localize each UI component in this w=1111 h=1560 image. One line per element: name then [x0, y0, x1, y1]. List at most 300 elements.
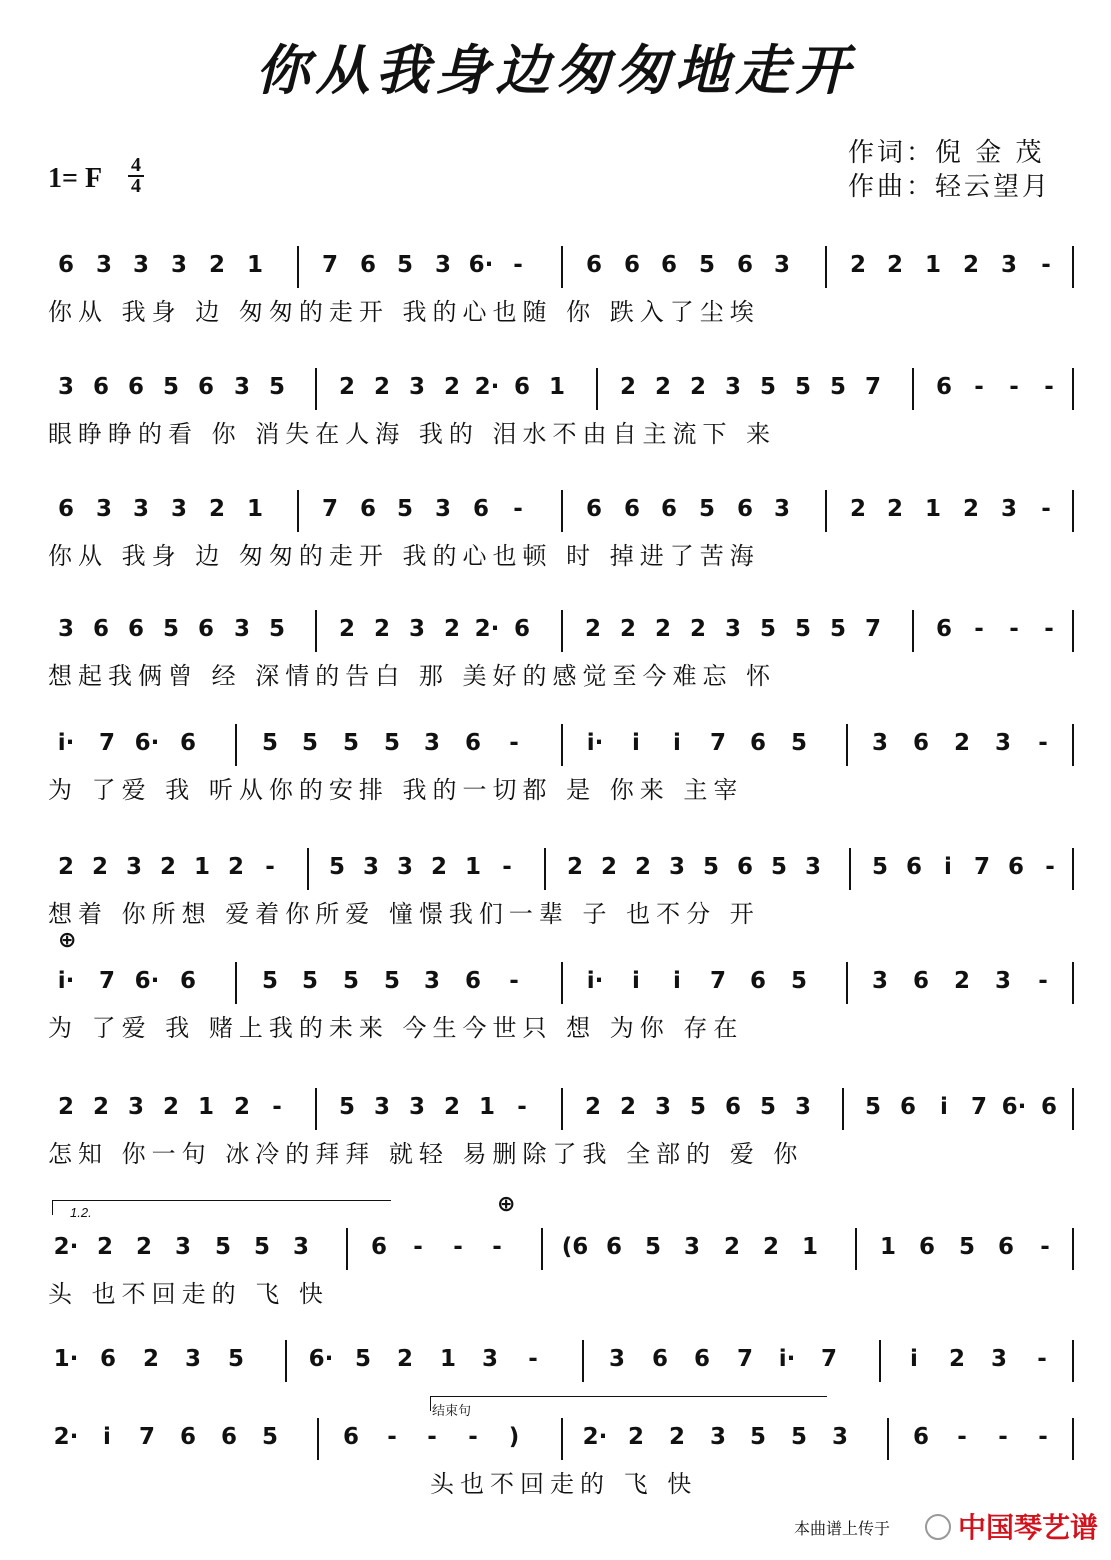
note: 3 [396, 854, 413, 880]
bar-line [1072, 962, 1074, 1004]
bar-line [317, 1418, 319, 1460]
bar-line [561, 1418, 563, 1460]
note: - [1041, 496, 1051, 522]
note: 2· [582, 1424, 608, 1450]
note: 2 [953, 730, 970, 756]
note: 3 [871, 730, 888, 756]
note: i [944, 854, 952, 880]
note: 1 [246, 496, 263, 522]
note: 5 [790, 1424, 807, 1450]
note: 6 [905, 854, 922, 880]
time-signature [128, 154, 144, 197]
note: 2 [208, 496, 225, 522]
note: 3 [871, 968, 888, 994]
note: i· [586, 730, 604, 756]
song-title: 你从我身边匆匆地走开 [255, 38, 856, 102]
ending-bracket [430, 1396, 827, 1411]
note: 6 [736, 252, 753, 278]
note: 5 [338, 1094, 355, 1120]
bar-line [912, 368, 914, 410]
brand-name: 中国琴艺谱 [958, 1511, 1099, 1544]
lyrics-line: 你从 我身 边 匆匆的走开 我的心也顿 时 掉进了苦海 [48, 542, 760, 570]
note: 1 [924, 252, 941, 278]
bar-line [879, 1340, 881, 1382]
bar-line [887, 1418, 889, 1460]
note: 2· [53, 1424, 79, 1450]
note: i [632, 968, 640, 994]
notes-line [0, 1082, 1111, 1142]
note: 5 [829, 616, 846, 642]
bar-line [825, 246, 827, 288]
note: 5 [871, 854, 888, 880]
note: 2· [53, 1234, 79, 1260]
note: 2 [396, 1346, 413, 1372]
note: 5 [759, 1094, 776, 1120]
note: 5 [829, 374, 846, 400]
note: 3 [408, 616, 425, 642]
note: 6 [749, 730, 766, 756]
note: 2 [634, 854, 651, 880]
note: - [413, 1234, 423, 1260]
note: 2 [654, 374, 671, 400]
note: i [673, 968, 681, 994]
bar-line [561, 610, 563, 652]
note: 3 [132, 496, 149, 522]
note: 1 [464, 854, 481, 880]
lyrics-line: 眼睁睁的看 你 消失在人海 我的 泪水不由自主流下 来 [48, 420, 777, 448]
note: 2 [443, 1094, 460, 1120]
note: 6 [127, 374, 144, 400]
bar-line [596, 368, 598, 410]
ending-label: 结束句 [432, 1403, 472, 1418]
bar-line [1072, 724, 1074, 766]
note: 2 [430, 854, 447, 880]
bar-line [544, 848, 546, 890]
bar-line [846, 724, 848, 766]
key-signature: 1= F [48, 163, 103, 194]
note: 7 [973, 854, 990, 880]
note: - [957, 1424, 967, 1450]
volta-label: 1.2. [70, 1205, 92, 1220]
bar-line [561, 1088, 563, 1130]
note: 1 [478, 1094, 495, 1120]
bar-line [315, 1088, 317, 1130]
note: 6 [997, 1234, 1014, 1260]
note: 5 [253, 1234, 270, 1260]
note: 6 [912, 730, 929, 756]
note: 6 [912, 1424, 929, 1450]
bar-line [307, 848, 309, 890]
note: 6 [513, 616, 530, 642]
note: 6 [99, 1346, 116, 1372]
note: 1 [879, 1234, 896, 1260]
note: - [998, 1424, 1008, 1450]
note: 2 [584, 1094, 601, 1120]
note: 6 [899, 1094, 916, 1120]
note: 7 [138, 1424, 155, 1450]
bar-line [561, 962, 563, 1004]
note: 3 [608, 1346, 625, 1372]
lyrics-line: 怎知 你一句 冰冷的拜拜 就轻 易删除了我 全部的 爱 你 [48, 1140, 804, 1168]
bar-line [846, 962, 848, 1004]
bar-line [541, 1228, 543, 1270]
note: 2· [474, 374, 500, 400]
note: 5 [162, 374, 179, 400]
note: 6 [736, 496, 753, 522]
note: - [517, 1094, 527, 1120]
note: 6 [623, 252, 640, 278]
note: - [513, 252, 523, 278]
note: 2 [566, 854, 583, 880]
note: i· [57, 968, 75, 994]
note: 2 [962, 252, 979, 278]
note: 3 [481, 1346, 498, 1372]
note: 6· [1001, 1094, 1027, 1120]
note: 7 [820, 1346, 837, 1372]
note: 2 [689, 374, 706, 400]
note: - [468, 1424, 478, 1450]
bar-line [561, 490, 563, 532]
note: 3 [724, 374, 741, 400]
note: 6 [935, 616, 952, 642]
lyrics-line: 头 也不回走的 飞 快 [48, 1280, 329, 1308]
note: 6 [1007, 854, 1024, 880]
note: 6· [468, 252, 494, 278]
note: 2 [886, 496, 903, 522]
note: ) [508, 1424, 520, 1450]
note: 6 [92, 374, 109, 400]
note: 2 [962, 496, 979, 522]
bar-line [912, 610, 914, 652]
note: 7 [98, 968, 115, 994]
note: 6 [464, 968, 481, 994]
coda-sign-1: ⊕ [58, 928, 77, 953]
note: - [1038, 730, 1048, 756]
notes-line [0, 1222, 1111, 1282]
note: 5 [328, 854, 345, 880]
note: 6 [660, 252, 677, 278]
note: 6 [92, 616, 109, 642]
note: 5 [261, 968, 278, 994]
note: - [502, 854, 512, 880]
note: 5 [790, 730, 807, 756]
bar-line [825, 490, 827, 532]
note: - [1045, 854, 1055, 880]
bar-line [1072, 1088, 1074, 1130]
note: 6 [935, 374, 952, 400]
lyrics-line: 想起我俩曾 经 深情的告白 那 美好的感觉至今难忘 怀 [48, 662, 777, 690]
note: 3 [423, 730, 440, 756]
bar-line [849, 848, 851, 890]
note: - [1044, 616, 1054, 642]
notes-line [0, 484, 1111, 544]
note: 3 [170, 496, 187, 522]
note: 2 [443, 374, 460, 400]
note: 5 [396, 252, 413, 278]
note: 3 [125, 854, 142, 880]
bar-line [1072, 848, 1074, 890]
note: 2 [668, 1424, 685, 1450]
note: 6 [57, 252, 74, 278]
lyrics-line: 为 了爱 我 听从你的安排 我的一切都 是 你来 主宰 [48, 776, 744, 804]
note: 6· [134, 968, 160, 994]
note: 3 [709, 1424, 726, 1450]
bar-line [561, 246, 563, 288]
note: 3 [773, 496, 790, 522]
note: 3 [423, 968, 440, 994]
note: 5 [698, 496, 715, 522]
note: 5 [794, 616, 811, 642]
note: 6 [197, 616, 214, 642]
note: 3 [132, 252, 149, 278]
note: 5 [268, 616, 285, 642]
note: - [509, 730, 519, 756]
note: 2 [162, 1094, 179, 1120]
note: 1 [246, 252, 263, 278]
note: 1 [801, 1234, 818, 1260]
note: 2 [159, 854, 176, 880]
note: 6 [464, 730, 481, 756]
note: 2 [57, 854, 74, 880]
note: 3 [170, 252, 187, 278]
note: 2 [208, 252, 225, 278]
note: 6 [472, 496, 489, 522]
bar-line [297, 246, 299, 288]
note: 7 [321, 496, 338, 522]
note: 6 [370, 1234, 387, 1260]
note: 5 [698, 252, 715, 278]
note: 3 [233, 616, 250, 642]
bar-line [561, 724, 563, 766]
bar-line [1072, 490, 1074, 532]
note: 6 [57, 496, 74, 522]
time-signature-bottom: 4 [131, 175, 141, 197]
note: 2 [373, 374, 390, 400]
note: 2 [96, 1234, 113, 1260]
note: 2 [91, 854, 108, 880]
lyricist: 作词：倪 金 茂 [848, 138, 1045, 168]
note: 3 [95, 496, 112, 522]
bar-line [315, 368, 317, 410]
note: 3 [174, 1234, 191, 1260]
note: 6 [585, 252, 602, 278]
note: 2 [762, 1234, 779, 1260]
note: - [513, 496, 523, 522]
note: 6 [179, 730, 196, 756]
coda-sign-2: ⊕ [497, 1192, 516, 1217]
bar-line [315, 610, 317, 652]
bar-line [235, 724, 237, 766]
note: i [940, 1094, 948, 1120]
bar-line [582, 1340, 584, 1382]
note: 3 [683, 1234, 700, 1260]
note: 7 [98, 730, 115, 756]
note: 2 [627, 1424, 644, 1450]
note: 3 [408, 374, 425, 400]
note: 2 [619, 616, 636, 642]
note: 2· [474, 616, 500, 642]
note: 2 [619, 374, 636, 400]
note: 5 [958, 1234, 975, 1260]
note: 2 [948, 1346, 965, 1372]
brand-logo-icon [925, 1514, 951, 1540]
note: i· [57, 730, 75, 756]
note: - [974, 616, 984, 642]
note: 3 [95, 252, 112, 278]
note: 6 [605, 1234, 622, 1260]
note: 3 [434, 496, 451, 522]
bar-line [235, 962, 237, 1004]
note: 3 [804, 854, 821, 880]
note: 2 [142, 1346, 159, 1372]
credits [848, 136, 1051, 204]
note: i [910, 1346, 918, 1372]
note: i· [778, 1346, 796, 1372]
note: 5 [383, 968, 400, 994]
footer-uploaded: 本曲谱上传于 [794, 1521, 891, 1538]
note: 6 [179, 968, 196, 994]
note: 3 [994, 730, 1011, 756]
lyrics-line: 头也不回走的 飞 快 [430, 1470, 698, 1498]
note: 3 [233, 374, 250, 400]
note: - [1037, 1346, 1047, 1372]
note: 3 [794, 1094, 811, 1120]
note: 5 [794, 374, 811, 400]
note: 2 [92, 1094, 109, 1120]
note: 7 [864, 616, 881, 642]
note: 5 [749, 1424, 766, 1450]
note: - [1040, 1234, 1050, 1260]
bar-line [1072, 1340, 1074, 1382]
note: 5 [342, 730, 359, 756]
note: 6 [513, 374, 530, 400]
notes-line [0, 956, 1111, 1016]
note: 6 [342, 1424, 359, 1450]
note: - [265, 854, 275, 880]
note: 3 [994, 968, 1011, 994]
note: 1 [924, 496, 941, 522]
note: i· [586, 968, 604, 994]
note: 2 [584, 616, 601, 642]
note: 2 [600, 854, 617, 880]
time-signature-top: 4 [131, 154, 141, 176]
note: 1 [193, 854, 210, 880]
note: 2 [233, 1094, 250, 1120]
note: 5 [644, 1234, 661, 1260]
note: i [103, 1424, 111, 1450]
lyrics-line: 你从 我身 边 匆匆的走开 我的心也随 你 跌入了尘埃 [48, 298, 760, 326]
note: - [1041, 252, 1051, 278]
note: - [387, 1424, 397, 1450]
note: 5 [214, 1234, 231, 1260]
bar-line [1072, 1418, 1074, 1460]
bar-line [1072, 1228, 1074, 1270]
note: 6· [134, 730, 160, 756]
note: 3 [127, 1094, 144, 1120]
note: 6 [736, 854, 753, 880]
note: 5 [702, 854, 719, 880]
note: 7 [864, 374, 881, 400]
note: 3 [1000, 252, 1017, 278]
note: 2 [227, 854, 244, 880]
note: 6 [724, 1094, 741, 1120]
note: 1 [197, 1094, 214, 1120]
bar-line [855, 1228, 857, 1270]
note: 3 [362, 854, 379, 880]
note: i [632, 730, 640, 756]
note: 2 [689, 616, 706, 642]
note: 6· [308, 1346, 334, 1372]
note: 7 [970, 1094, 987, 1120]
volta-bracket [52, 1200, 391, 1215]
note: 5 [383, 730, 400, 756]
note: 6 [693, 1346, 710, 1372]
note: 3 [1000, 496, 1017, 522]
note: 3 [990, 1346, 1007, 1372]
note: 3 [373, 1094, 390, 1120]
lyrics-line: 为 了爱 我 赌上我的未来 今生今世只 想 为你 存在 [48, 1014, 744, 1042]
note: 3 [184, 1346, 201, 1372]
note: 2 [338, 374, 355, 400]
bar-line [842, 1088, 844, 1130]
note: 5 [354, 1346, 371, 1372]
note: 3 [668, 854, 685, 880]
note: - [453, 1234, 463, 1260]
note: 5 [759, 374, 776, 400]
note: 7 [709, 968, 726, 994]
note: 3 [408, 1094, 425, 1120]
notes-line [0, 842, 1111, 902]
note: 3 [773, 252, 790, 278]
bar-line [346, 1228, 348, 1270]
note: 5 [268, 374, 285, 400]
note: 7 [736, 1346, 753, 1372]
notes-line [0, 240, 1111, 300]
note: 3 [57, 616, 74, 642]
notes-line [0, 1412, 1111, 1472]
note: 5 [261, 730, 278, 756]
note: 6 [749, 968, 766, 994]
note: 5 [301, 968, 318, 994]
note: - [1009, 374, 1019, 400]
note: 3 [654, 1094, 671, 1120]
note: 6 [623, 496, 640, 522]
note: 2 [849, 496, 866, 522]
note: - [509, 968, 519, 994]
note: - [1038, 968, 1048, 994]
notes-line [0, 604, 1111, 664]
note: 1 [548, 374, 565, 400]
bar-line [1072, 368, 1074, 410]
note: 5 [759, 616, 776, 642]
note: 5 [864, 1094, 881, 1120]
note: 2 [654, 616, 671, 642]
note: 6 [359, 252, 376, 278]
note: 3 [434, 252, 451, 278]
note: - [974, 374, 984, 400]
note: 5 [261, 1424, 278, 1450]
note: 3 [292, 1234, 309, 1260]
note: - [1009, 616, 1019, 642]
note: 6 [359, 496, 376, 522]
note: 5 [342, 968, 359, 994]
note: 3 [724, 616, 741, 642]
note: 6 [220, 1424, 237, 1450]
note: 2 [886, 252, 903, 278]
bar-line [297, 490, 299, 532]
note: 6 [179, 1424, 196, 1450]
note: 2 [619, 1094, 636, 1120]
